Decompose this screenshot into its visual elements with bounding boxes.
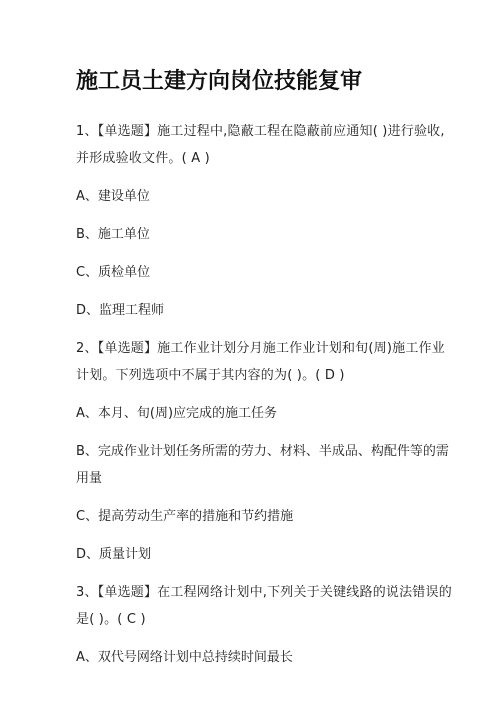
option-b: B、施工单位 — [76, 227, 150, 242]
option-c: C、提高劳动生产率的措施和节约措施 — [76, 509, 294, 524]
option-a: A、建设单位 — [76, 189, 150, 204]
question-text: 2、【单选题】施工作业计划分月施工作业计划和旬(周)施工作业计划。下列选项中不属于其内容的为( )。( D ) — [76, 341, 445, 383]
question-3 — [76, 579, 452, 671]
question-2 — [76, 335, 452, 568]
option-d: D、监理工程师 — [76, 303, 165, 318]
option-a: A、本月、旬(周)应完成的施工任务 — [76, 406, 278, 421]
option-d: D、质量计划 — [76, 547, 152, 562]
option-a: A、双代号网络计划中总持续时间最长 — [76, 650, 293, 665]
option-c: C、质检单位 — [76, 265, 151, 280]
question-1 — [76, 118, 452, 324]
option-b: B、完成作业计划任务所需的劳力、材料、半成品、构配件等的需用量 — [76, 444, 449, 486]
document-title: 施工员土建方向岗位技能复审 — [76, 69, 363, 94]
question-text: 3、【单选题】在工程网络计划中,下列关于关键线路的说法错误的是( )。( C ) — [76, 585, 452, 627]
question-text: 1、【单选题】施工过程中,隐蔽工程在隐蔽前应通知( )进行验收,并形成验收文件。( A ) — [76, 124, 445, 166]
